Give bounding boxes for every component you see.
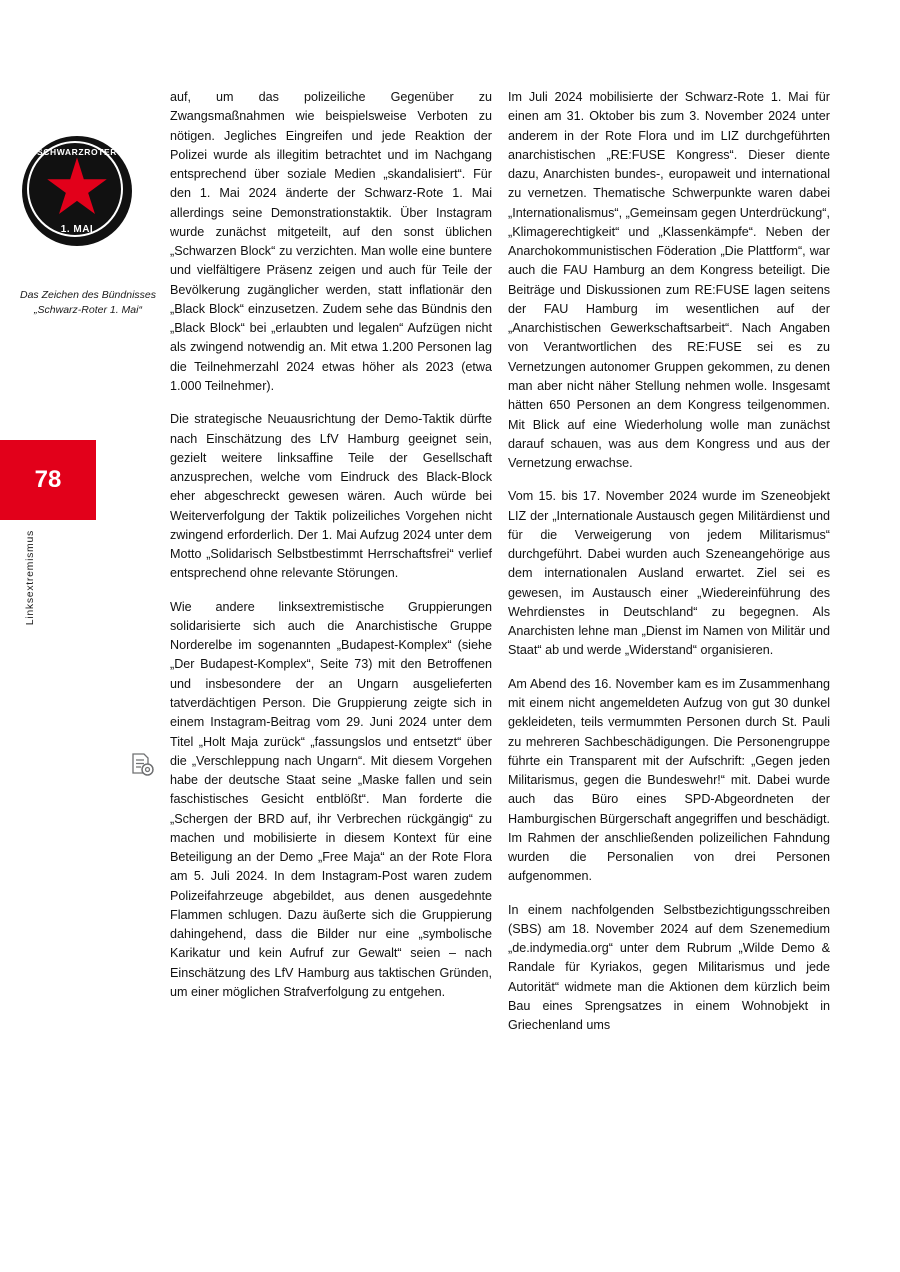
page-number-box: [0, 440, 96, 520]
paragraph: auf, um das polizeiliche Gegenüber zu Zwangsmaßnahmen wie beispielsweise Verboten zu nötigen. Jegliches Eingreifen und jede Reaktion der Polizei wurde als illegitim betrachtet und im Nachgang entsprechend über soziale Medien „skandalisiert“. Für den 1. Mai 2024 änderte der Schwarz-Rote 1. Mai allerdings seine Demonstrationstaktik. Über Instagram wurde zunächst mitgeteilt, auf den sonst üblichen „Schwarzen Block“ zu verzichten. Man wolle eine buntere und vielfältigere Präsenz zeigen und auch für Teile der Bevölkerung zugänglicher werden, statt inflationär den „Black Block“ einzusetzen. Zudem sehe das Bündnis den „Black Block“ bei „erlaubten und legalen“ Aufzügen nicht als zwingend notwendig an. Mit etwa 1.200 Personen lag die Teilnehmerzahl 2024 etwas höher als 2023 (etwa 1.000 Teilnehmer).: [170, 90, 492, 393]
paragraph: Im Juli 2024 mobilisierte der Schwarz-Rote 1. Mai für einen am 31. Oktober bis zum 3. November 2024 unter anderem in der Rote Flora und im LIZ durchgeführten anarchistischen „RE:FUSE Kongress“. Dieser diente dazu, Anarchisten bundes-, europaweit und international zu vernetzen. Thematische Schwerpunkte waren dabei „Internationalismus“, „Gemeinsam gegen Unterdrückung“, „Klimagerechtigkeit“ und „Klassenkämpfe“. Neben der Anarchokommunistischen Föderation „Die Plattform“, war auch die FAU Hamburg an dem Kongress beteiligt. Die Beiträge und Diskussionen zum RE:FUSE lagen seitens der FAU Hamburg im wesentlichen auf der „Anarchistischen Gewerkschaftsarbeit“. Nach Angaben von Verantwortlichen des RE:FUSE sei es zu Vernetzungen autonomer Gruppen gekommen, zu denen man aber nicht näher Stellung nehmen wolle. Insgesamt hätten 650 Personen an dem Kongress teilgenommen. Mit Blick auf eine Wiederholung wolle man zunächst darauf schauen, was aus dem Kongress und aus der Vernetzung erwachse.: [508, 90, 830, 471]
paragraph: Am Abend des 16. November kam es im Zusammenhang mit einem nicht angemeldeten Aufzug von gut 30 dunkel gekleideten, teils vermummten Personen durch St. Pauli zu mehreren Sachbeschädigungen. Die Personengruppe führte ein Transparent mit der Aufschrift: „Gegen jeden Militarismus, gegen die Bundeswehr!“ mit. Dabei wurde auch das Büro eines SPD-Abgeordneten der Hamburgischen Bürgerschaft angegriffen und beschädigt. Im Rahmen der anschließenden polizeilichen Fahndung wurden die Personalien von drei Personen aufgenommen.: [508, 676, 830, 884]
margin-column: [0, 0, 170, 1272]
note-document-icon: [128, 750, 156, 778]
logo-bottom-text: 1. MAI: [60, 224, 94, 235]
logo-circle: [22, 136, 132, 246]
body-column-right: [508, 88, 830, 1035]
paragraph: Wie andere linksextremistische Gruppierungen solidarisierte sich auch die Anarchistische Gruppe Norderelbe im sogenannten „Budapest-Komplex“ (siehe „Der Budapest-Komplex“, Seite 73) mit den Betroffenen und insbesondere der an Ungarn ausgelieferten tatverdächtigen Person. Die Gruppierung zeigte sich in einem Instagram-Beitrag vom 29. Juni 2024 unter dem Titel „Holt Maja zurück“ „fassungslos und entsetzt“ über die „Verschleppung nach Ungarn“. Mit diesem Vorgehen habe der deutsche Staat seine „Maske fallen und sein faschistisches Gesicht entblößt“. Man forderte die „Schergen der BRD auf, ihr Verbrechen rückgängig“ zu machen und mobilisierte in diesem Kontext für eine Beteiligung an der Demo „Free Maja“ an der Rote Flora am 5. Juli 2024. In dem Instagram-Post waren zudem Polizeifahrzeuge abgebildet, aus denen ausgedehnte Flammen schlugen. Dazu äußerte sich die Gruppierung dahingehend, dass die Bilder nur eine „symbolische Karikatur und kein Aufruf zur Gewalt“ seien – nach Einschätzung des LfV Hamburg aus taktischen Gründen, um einer möglichen Strafverfolgung zu entgehen.: [170, 599, 492, 999]
paragraph: Vom 15. bis 17. November 2024 wurde im Szeneobjekt LIZ der „Internationale Austausch gegen Militärdienst und für die Verweigerung von jedem Militarismus“ durchgeführt. Dabei wurden auch Szeneangehörige aus dem internationalen Ausland erwartet. Ziel sei es gewesen, im Austausch einer „Wiedereinführung des Wehrdienstes in Deutschland“ zu begegnen. Als Anarchisten lehne man „Dienst im Namen von Militär und Staat“ ab und werde „Widerstand“ organisieren.: [508, 489, 830, 658]
paragraph: Die strategische Neuausrichtung der Demo-Taktik dürfte nach Einschätzung des LfV Hamburg geeignet sein, gezielt weitere linksaffine Teile der Gesellschaft anzusprechen, welche vom Eindruck des Black-Block eher abgeschreckt gewesen wären. Auch würde bei Weiterverfolgung der Taktik polizeiliches Vorgehen nicht zwingend erforderlich. Der 1. Mai Aufzug 2024 unter dem Motto „Solidarisch Selbstbestimmt Herrschaftsfrei“ verlief entsprechend ohne relevante Störungen.: [170, 412, 492, 581]
bundnis-logo: [22, 136, 132, 246]
figure-caption: Das Zeichen des Bündnisses „Schwarz-Roter 1. Mai“: [20, 289, 156, 317]
section-label: Linksextremismus: [24, 530, 36, 626]
page-number: 78: [34, 466, 62, 493]
body-column-left: [170, 88, 492, 1002]
paragraph: In einem nachfolgenden Selbstbezichtigungsschreiben (SBS) am 18. November 2024 auf dem Szenemedium „de.indymedia.org“ unter dem Rubrum „Wilde Demo & Randale für Kyriakos, gegen Militarismus und jede Autorität“ widmete man die Aktionen dem kürzlich beim Bau eines Sprengsatzes in einem Wohnobjekt in Griechenland ums: [508, 902, 830, 1033]
logo-top-text: SCHWARZROTER: [37, 147, 117, 157]
